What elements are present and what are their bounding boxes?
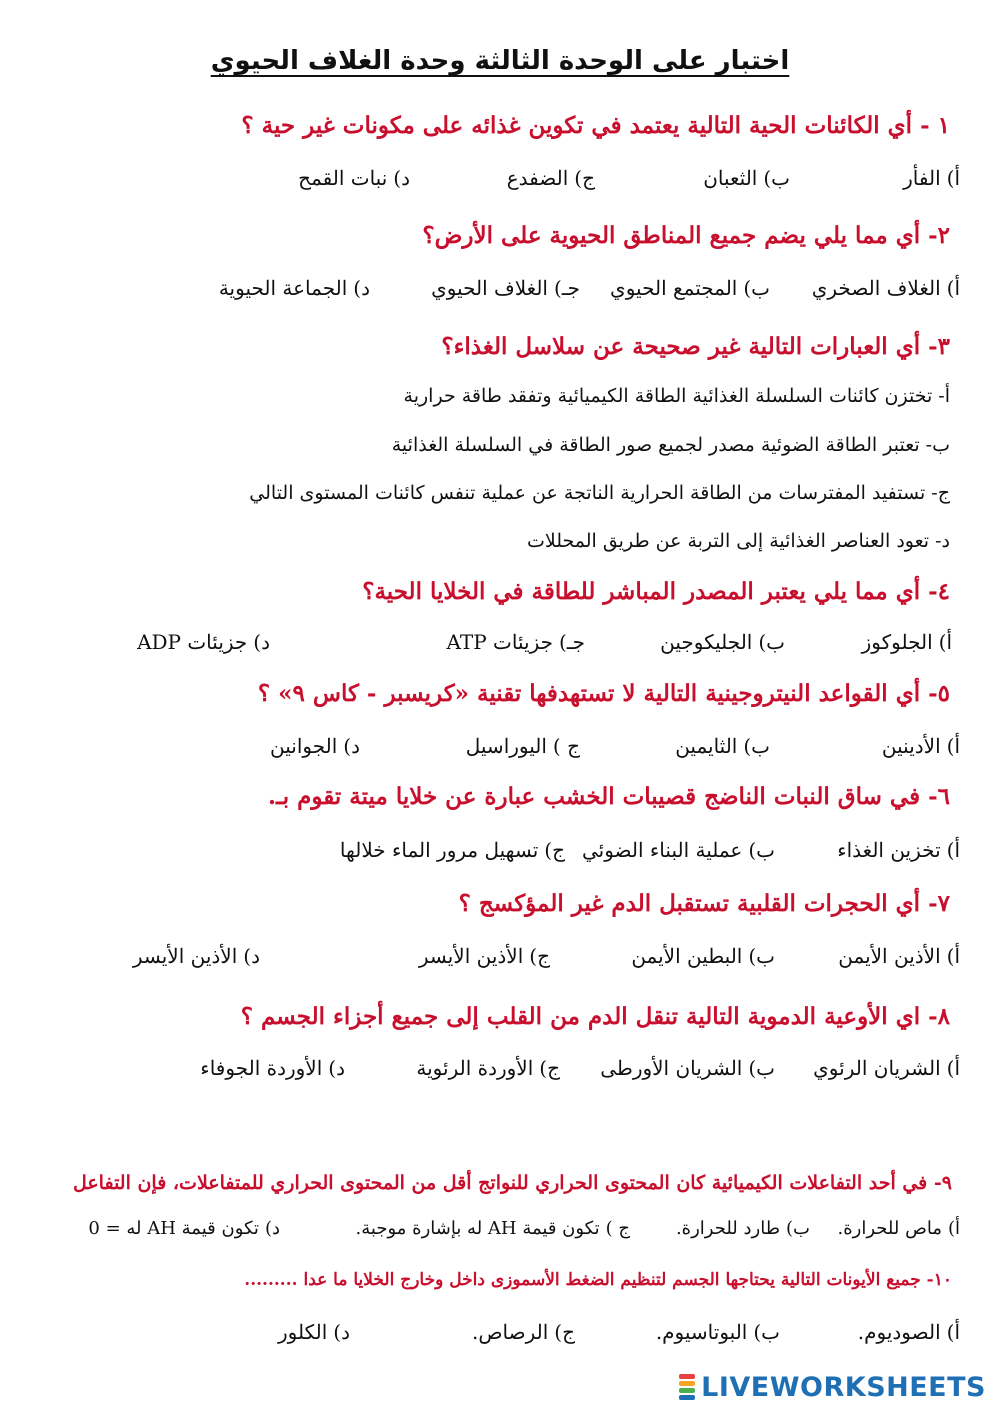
option-10-b[interactable]: ب)البوتاسيوم. xyxy=(655,1320,780,1344)
statement-3-a[interactable]: أ- تختزن كائنات السلسلة الغذائية الطاقة الكيميائية وتفقد طاقة حرارية xyxy=(403,385,950,407)
option-2-d[interactable]: د)الجماعة الحيوية xyxy=(218,276,370,300)
question-4-options xyxy=(30,630,960,664)
option-5-a[interactable]: أ)الأدينين xyxy=(881,734,960,758)
option-8-b[interactable]: ب)الشريان الأورطى xyxy=(600,1056,775,1080)
statement-3-d[interactable]: د- تعود العناصر الغذائية إلى التربة عن طريق المحللات xyxy=(526,530,950,552)
option-1-b[interactable]: ب)الثعبان xyxy=(703,166,790,190)
option-6-b[interactable]: ب)عملية البناء الضوئي xyxy=(581,838,775,862)
option-10-c[interactable]: ج)الرصاص. xyxy=(471,1320,575,1344)
question-9: ٩- في أحد التفاعلات الكيميائية كان المحتوى الحراري للنواتج أقل من المحتوى الحراري للمتفاعلات، فإن التفاعل xyxy=(72,1172,952,1194)
option-7-c[interactable]: ج)الأذين الأيسر xyxy=(418,944,550,968)
question-5-options xyxy=(30,734,960,768)
option-1-d[interactable]: د)نبات القمح xyxy=(298,166,410,190)
statement-3-b[interactable]: ب- تعتبر الطاقة الضوئية مصدر لجميع صور الطاقة في السلسلة الغذائية xyxy=(391,434,950,456)
worksheet-title: اختبار على الوحدة الثالثة وحدة الغلاف الحيوي xyxy=(210,46,790,76)
question-1-options xyxy=(30,166,960,200)
option-4-d[interactable]: د)جزيئات ADP xyxy=(137,630,270,654)
option-4-a[interactable]: أ)الجلوكوز xyxy=(861,630,952,654)
question-8-options xyxy=(30,1056,960,1090)
option-2-b[interactable]: ب)المجتمع الحيوي xyxy=(610,276,770,300)
option-4-c[interactable]: جـ)جزيئات ATP xyxy=(446,630,585,654)
option-7-a[interactable]: أ)الأذين الأيمن xyxy=(838,944,960,968)
question-1: ١ - أي الكائنات الحية التالية يعتمد في تكوين غذائه على مكونات غير حية ؟ xyxy=(241,112,950,139)
option-1-c[interactable]: ج)الضفدع xyxy=(506,166,595,190)
option-9-d[interactable]: د)تكون قيمة AH له = 0 xyxy=(88,1218,280,1239)
option-2-c[interactable]: جـ)الغلاف الحيوي xyxy=(431,276,580,300)
option-8-c[interactable]: ج)الأوردة الرئوية xyxy=(416,1056,560,1080)
question-7-options xyxy=(30,944,960,978)
option-8-d[interactable]: د)الأوردة الجوفاء xyxy=(200,1056,345,1080)
option-1-a[interactable]: أ)الفأر xyxy=(903,166,960,190)
liveworksheets-logo[interactable] xyxy=(679,1370,986,1404)
option-6-c[interactable]: ج)تسهيل مرور الماء خلالها xyxy=(339,838,565,862)
option-9-c[interactable]: ج )تكون قيمة AH له بإشارة موجبة. xyxy=(355,1218,630,1239)
option-10-a[interactable]: أ)الصوديوم. xyxy=(857,1320,960,1344)
question-7: ٧- أي الحجرات القلبية تستقبل الدم غير المؤكسج ؟ xyxy=(458,890,950,917)
question-9-options xyxy=(30,1218,960,1252)
option-2-a[interactable]: أ)الغلاف الصخري xyxy=(811,276,960,300)
option-9-a[interactable]: أ)ماص للحرارة. xyxy=(837,1218,960,1239)
option-6-a[interactable]: أ)تخزين الغذاء xyxy=(837,838,960,862)
question-6: ٦- في ساق النبات الناضج قصيبات الخشب عبارة عن خلايا ميتة تقوم بـ. xyxy=(267,783,950,810)
question-2-options xyxy=(30,276,960,310)
option-5-d[interactable]: د)الجوانين xyxy=(270,734,360,758)
question-8: ٨- اي الأوعية الدموية التالية تنقل الدم من القلب إلى جميع أجزاء الجسم ؟ xyxy=(240,1003,950,1030)
option-7-d[interactable]: د)الأذين الأيسر xyxy=(132,944,260,968)
question-5: ٥- أي القواعد النيتروجينية التالية لا تستهدفها تقنية «كريسبر - كاس ٩» ؟ xyxy=(257,680,950,707)
option-7-b[interactable]: ب)البطين الأيمن xyxy=(631,944,775,968)
option-5-c[interactable]: ج )اليوراسيل xyxy=(465,734,580,758)
question-10: ١٠- جميع الأيونات التالية يحتاجها الجسم لتنظيم الضغط الأسموزى داخل وخارج الخلايا ما عدا ......... xyxy=(244,1270,952,1290)
question-2: ٢- أي مما يلي يضم جميع المناطق الحيوية على الأرض؟ xyxy=(422,222,950,249)
statement-3-c[interactable]: ج- تستفيد المفترسات من الطاقة الحرارية الناتجة عن عملية تنفس كائنات المستوى التالي xyxy=(249,482,950,504)
option-4-b[interactable]: ب)الجليكوجين xyxy=(660,630,785,654)
option-10-d[interactable]: د)الكلور xyxy=(277,1320,350,1344)
option-8-a[interactable]: أ)الشريان الرئوي xyxy=(813,1056,960,1080)
question-10-options xyxy=(30,1320,960,1354)
option-9-b[interactable]: ب)طارد للحرارة. xyxy=(675,1218,810,1239)
option-5-b[interactable]: ب)الثايمين xyxy=(675,734,770,758)
liveworksheets-logo-text: LIVEWORKSHEETS xyxy=(701,1371,986,1403)
liveworksheets-logo-icon xyxy=(679,1374,695,1400)
question-3: ٣- أي العبارات التالية غير صحيحة عن سلاسل الغذاء؟ xyxy=(441,333,950,360)
question-4: ٤- أي مما يلي يعتبر المصدر المباشر للطاقة في الخلايا الحية؟ xyxy=(362,578,950,605)
question-6-options xyxy=(30,838,960,872)
